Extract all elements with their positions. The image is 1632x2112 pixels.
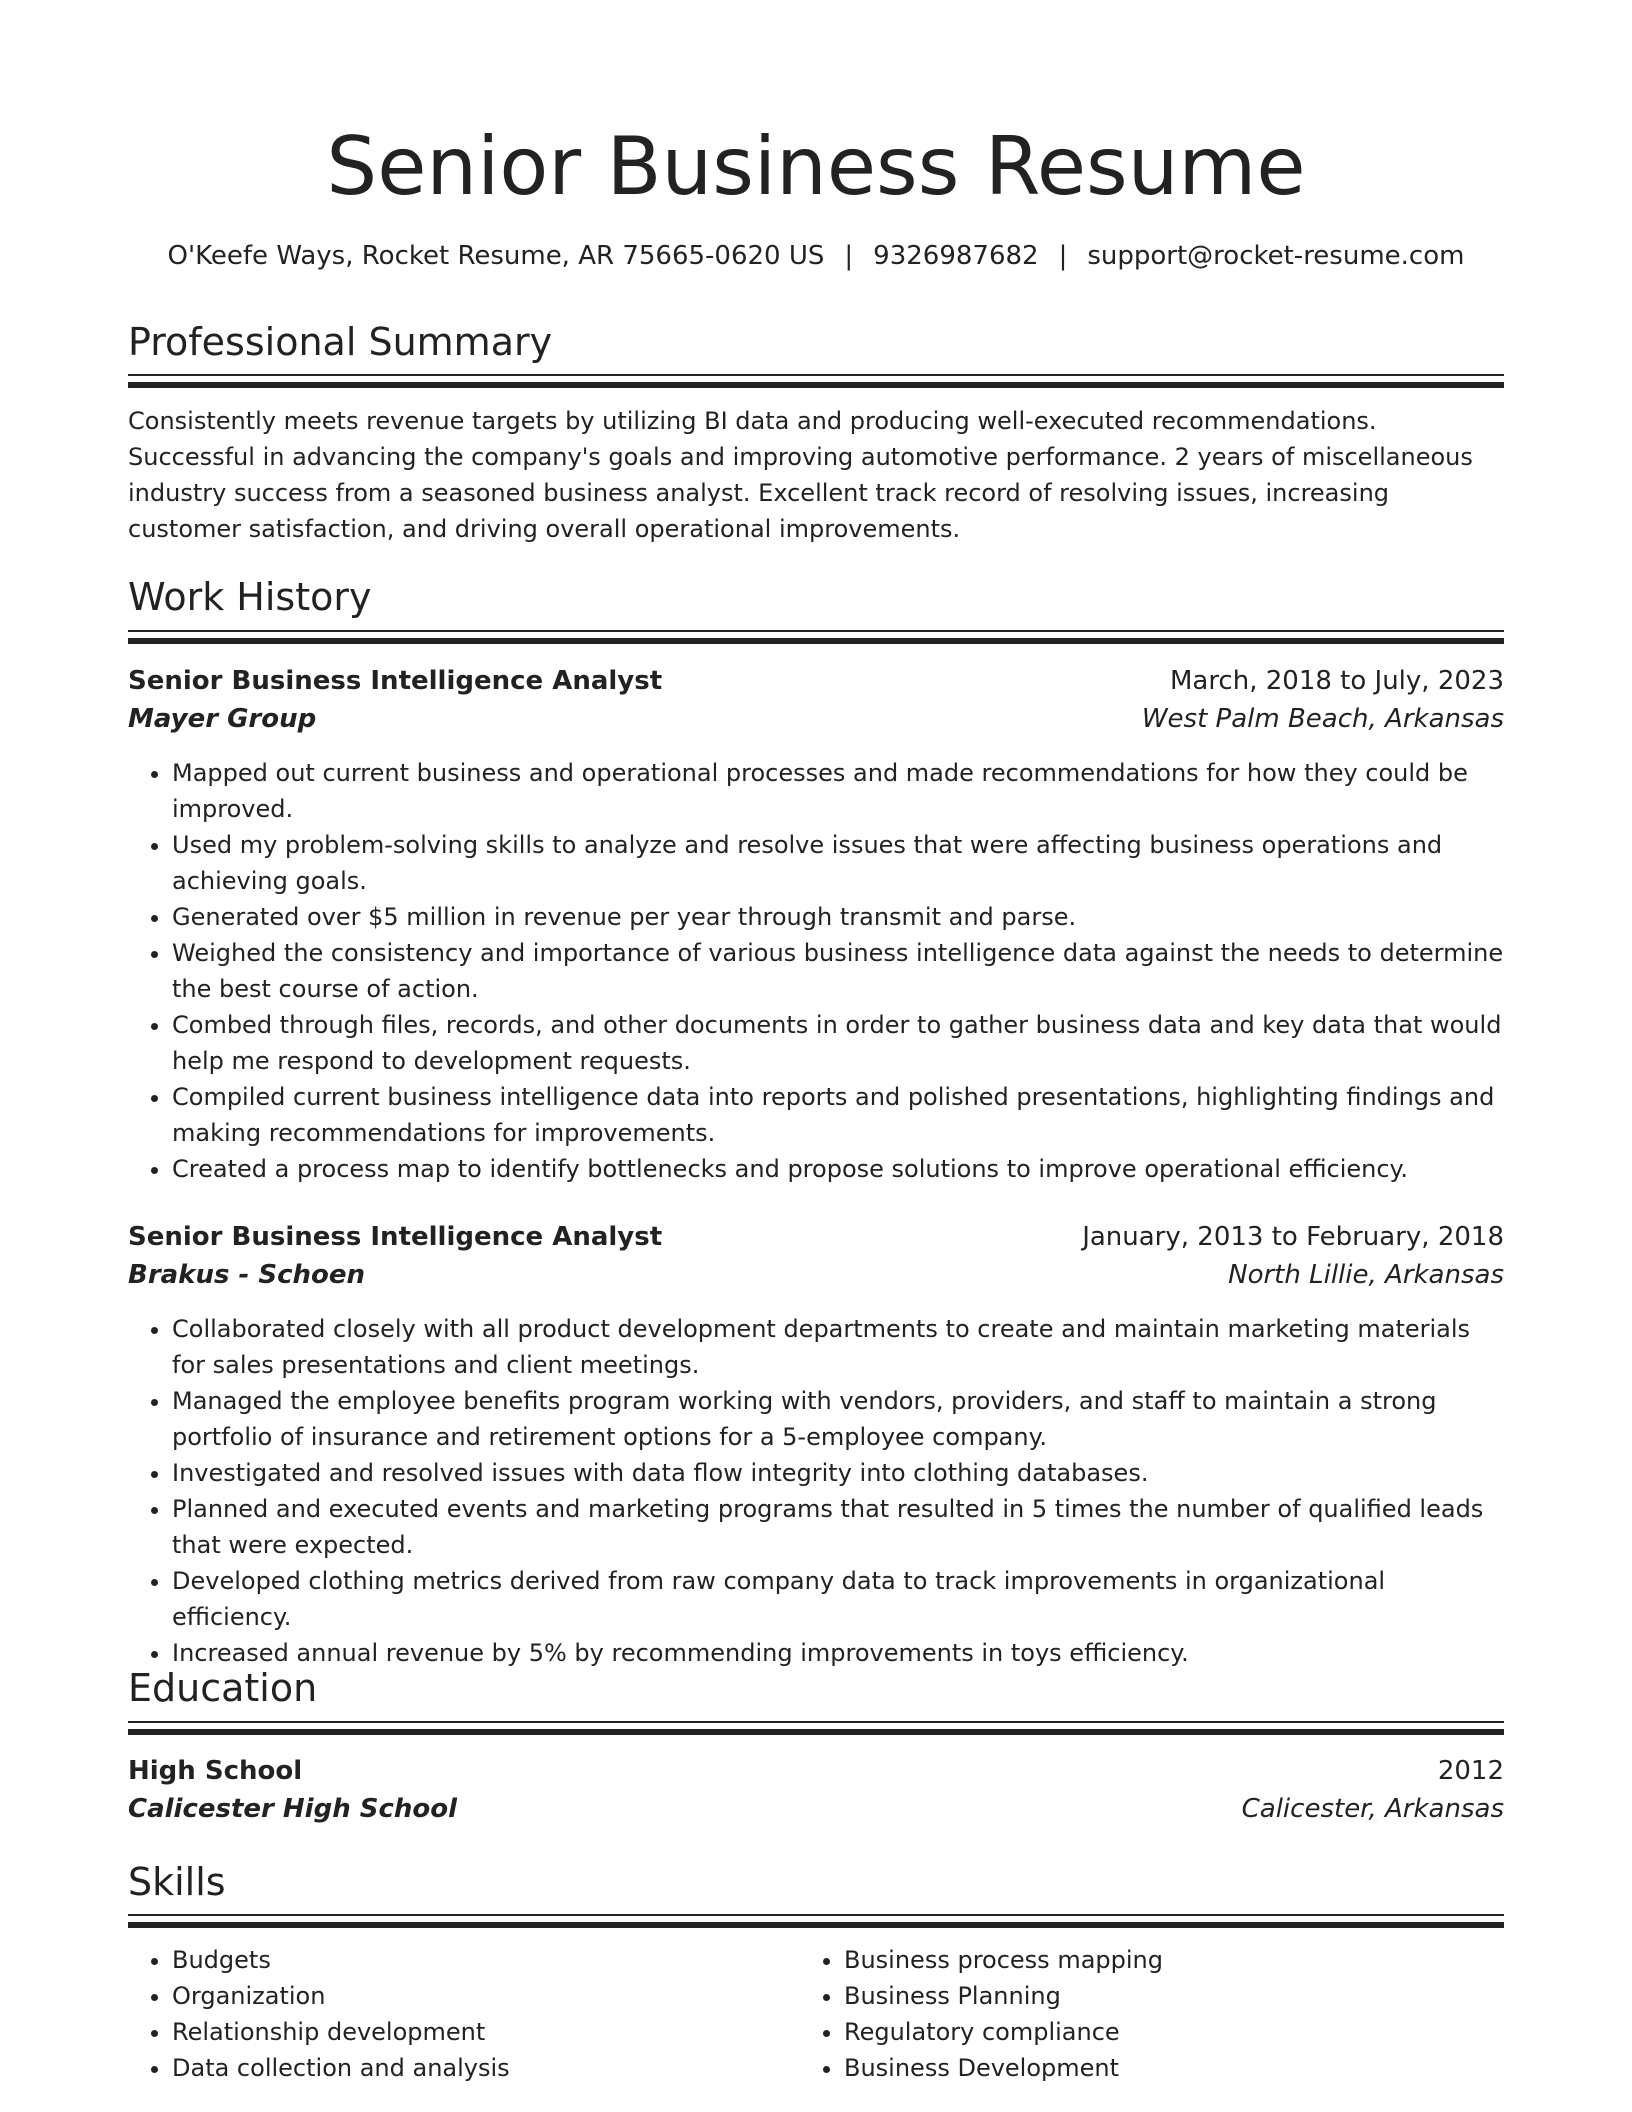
skill-item: • Data collection and analysis — [172, 2050, 768, 2086]
job-role: Senior Business Intelligence Analyst — [128, 666, 663, 696]
skill-item: • Business Development — [844, 2050, 1440, 2086]
skills-list-left — [128, 1942, 768, 2086]
list-item: • Combed through files, records, and other documents in order to gather business data and key data that would help me respond to development requests. — [172, 1007, 1504, 1079]
education-header — [128, 1752, 1504, 1790]
list-item: • Weighed the consistency and importance of various business intelligence data against the needs to determine the best course of action. — [172, 935, 1504, 1007]
job-subheader — [128, 700, 1504, 738]
email-link[interactable]: support@rocket-resume.com — [1087, 241, 1465, 271]
job-company: Mayer Group — [128, 704, 317, 734]
skills-list-right — [800, 1942, 1440, 2086]
separator: | — [1058, 241, 1068, 271]
job-header — [128, 1218, 1504, 1256]
list-item: • Investigated and resolved issues with data flow integrity into clothing databases. — [172, 1455, 1504, 1491]
separator: | — [844, 241, 854, 271]
section-title-skills: Skills — [128, 1860, 226, 1904]
job-bullets — [128, 755, 1504, 1187]
skill-item: • Business Planning — [844, 1978, 1440, 2014]
job-header — [128, 662, 1504, 700]
section-divider — [128, 374, 1504, 388]
contact-line — [0, 238, 1632, 274]
phone: 9326987682 — [873, 241, 1039, 271]
list-item: • Used my problem-solving skills to analyze and resolve issues that were affecting business operations and achieving goals. — [172, 827, 1504, 899]
education-degree: High School — [128, 1756, 303, 1786]
skill-item: • Organization — [172, 1978, 768, 2014]
skill-item: • Regulatory compliance — [844, 2014, 1440, 2050]
list-item: • Compiled current business intelligence data into reports and polished presentations, highlighting findings and making recommendations for improvements. — [172, 1079, 1504, 1151]
list-item: • Managed the employee benefits program working with vendors, providers, and staff to maintain a strong portfolio of insurance and retirement options for a 5-employee company. — [172, 1383, 1504, 1455]
list-item: • Mapped out current business and operational processes and made recommendations for how they could be improved. — [172, 755, 1504, 827]
skill-item: • Budgets — [172, 1942, 768, 1978]
job-company: Brakus - Schoen — [128, 1260, 366, 1290]
list-item: • Generated over $5 million in revenue per year through transmit and parse. — [172, 899, 1504, 935]
address: O'Keefe Ways, Rocket Resume, AR 75665-0620 US — [167, 241, 825, 271]
summary-text: Consistently meets revenue targets by utilizing BI data and producing well-executed recommendations. Successful in advancing the company's goals and improving automotive performance. 2 years of miscellaneous industry success from a seasoned business analyst. Excellent track record of resolving issues, increasing customer satisfaction, and driving overall operational improvements. — [128, 407, 1473, 543]
education-location: Calicester, Arkansas — [1241, 1794, 1504, 1824]
section-title-education: Education — [128, 1666, 318, 1710]
resume-title: Senior Business Resume — [326, 120, 1306, 213]
list-item: • Created a process map to identify bottlenecks and propose solutions to improve operational efficiency. — [172, 1151, 1504, 1187]
section-title-summary: Professional Summary — [128, 320, 553, 364]
list-item: • Planned and executed events and marketing programs that resulted in 5 times the number of qualified leads that were expected. — [172, 1491, 1504, 1563]
education-year: 2012 — [1437, 1756, 1504, 1786]
job-subheader — [128, 1256, 1504, 1294]
list-item: • Collaborated closely with all product development departments to create and maintain marketing materials for sales presentations and client meetings. — [172, 1311, 1504, 1383]
job-dates: January, 2013 to February, 2018 — [1082, 1222, 1504, 1252]
job-location: North Lillie, Arkansas — [1228, 1260, 1504, 1290]
section-title-work: Work History — [128, 575, 372, 619]
list-item: • Increased annual revenue by 5% by recommending improvements in toys efficiency. — [172, 1635, 1504, 1671]
job-bullets — [128, 1311, 1504, 1671]
education-subheader — [128, 1790, 1504, 1828]
skill-item: • Business process mapping — [844, 1942, 1440, 1978]
section-divider — [128, 1914, 1504, 1928]
skill-item: • Relationship development — [172, 2014, 768, 2050]
section-divider — [128, 630, 1504, 644]
education-school: Calicester High School — [128, 1794, 458, 1824]
job-role: Senior Business Intelligence Analyst — [128, 1222, 663, 1252]
job-dates: March, 2018 to July, 2023 — [1169, 666, 1504, 696]
list-item: • Developed clothing metrics derived from raw company data to track improvements in organizational efficiency. — [172, 1563, 1504, 1635]
section-divider — [128, 1721, 1504, 1735]
job-location: West Palm Beach, Arkansas — [1141, 704, 1504, 734]
